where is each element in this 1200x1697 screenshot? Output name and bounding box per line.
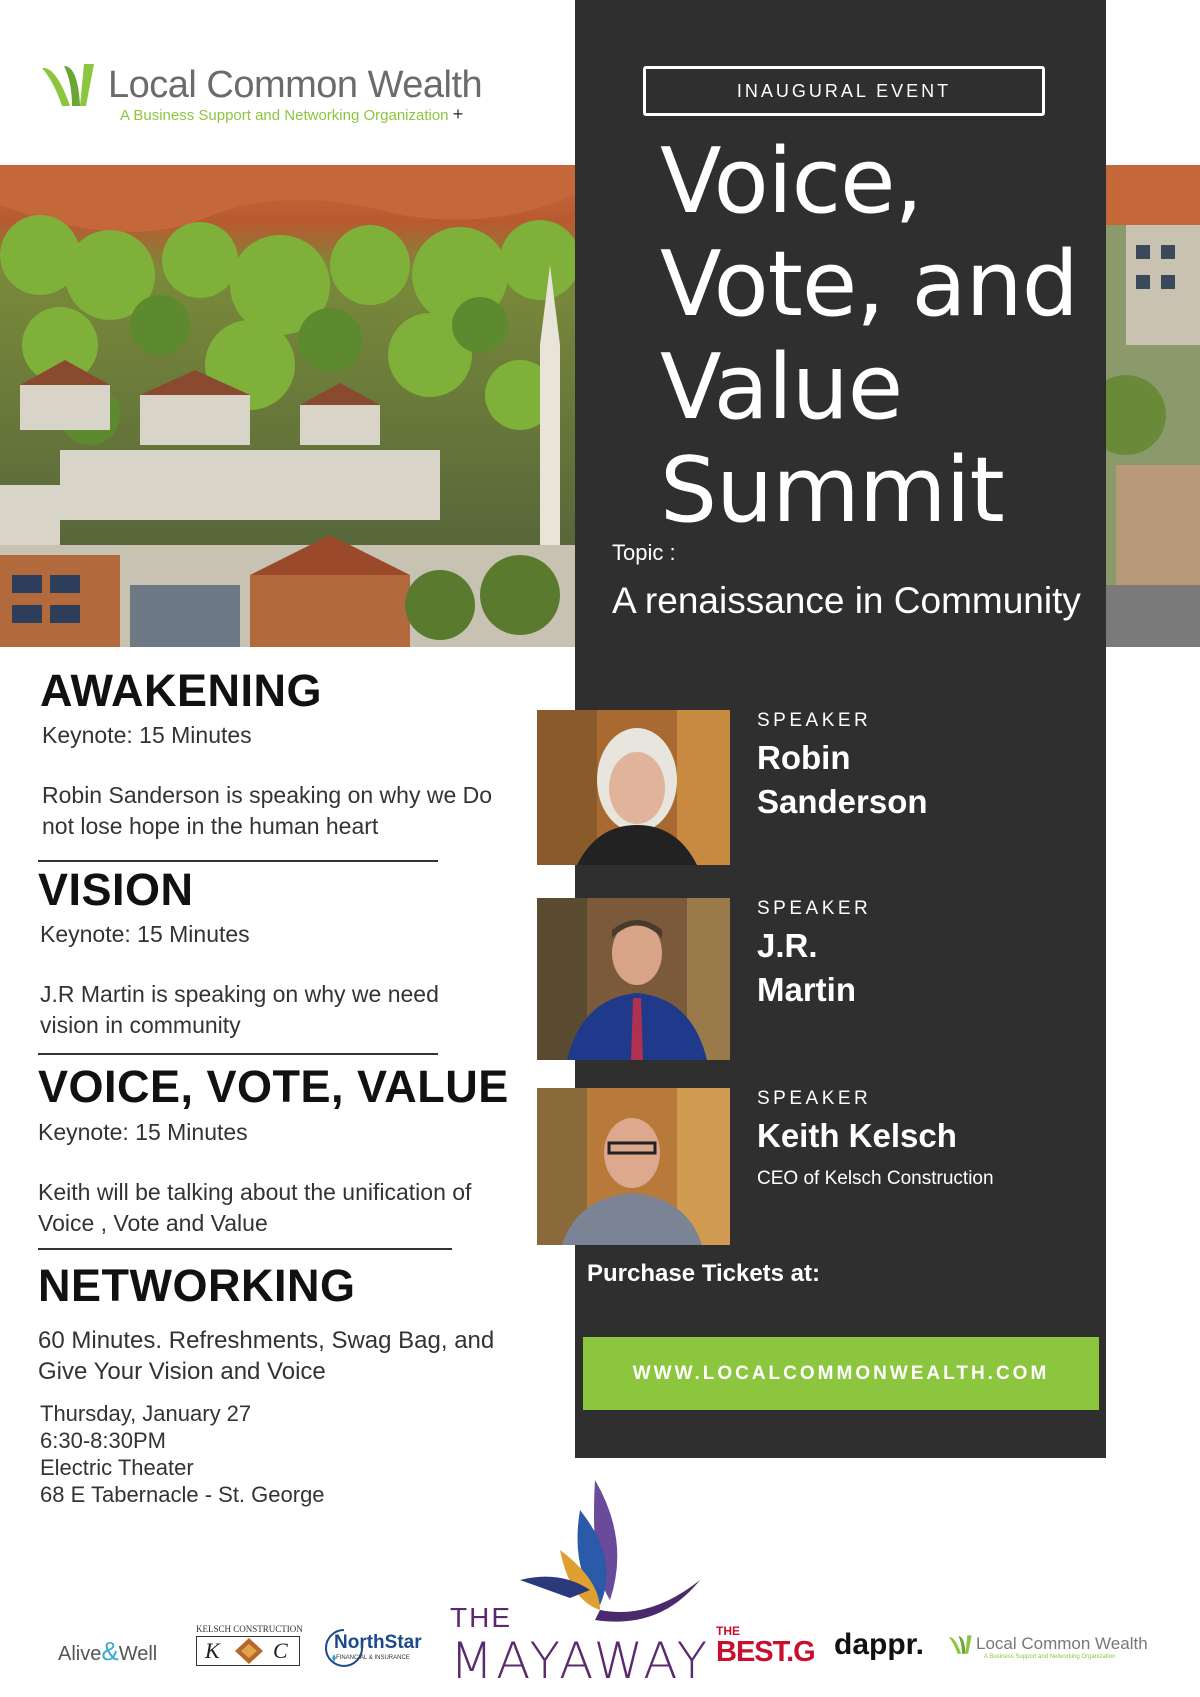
speaker-portrait [537,898,730,1060]
sponsor-kelsch: KELSCH CONSTRUCTION K C [196,1624,300,1664]
brand-logo [40,60,500,130]
speaker-kicker: SPEAKER [757,710,872,731]
event-address: 68 E Tabernacle - St. George [40,1482,325,1507]
logo-tagline: A Business Support and Networking Organization + [120,104,464,124]
agenda-heading: NETWORKING [38,1260,356,1311]
speaker-photo-jr [537,898,730,1060]
speaker-role: CEO of Kelsch Construction [757,1168,994,1189]
title-line: Summit [660,438,1004,543]
sponsor-dappr: dappr. [834,1628,925,1661]
lcw-sub: A Business Support and Networking Organization [984,1654,1116,1660]
agenda-heading: VOICE, VOTE, VALUE [38,1061,509,1112]
mayaway-bird-icon [500,1480,700,1630]
speaker-kicker: SPEAKER [757,898,872,919]
purchase-tickets-label: Purchase Tickets at: [587,1260,821,1287]
northstar-sub: FINANCIAL & INSURANCE [336,1655,410,1661]
speaker-portrait [537,1088,730,1245]
speaker-name: Keith Kelsch [757,1117,957,1154]
bestg-label: BEST.G [716,1636,815,1668]
agenda-heading: VISION [38,864,194,915]
kelsch-diamond-icon [235,1638,263,1664]
event-venue: Electric Theater [40,1455,194,1480]
agenda-keynote: Keynote: 15 Minutes [40,921,250,947]
topic-text: A renaissance in Community [612,580,1081,621]
agenda-description: Keith will be talking about the unification of Voice , Vote and Value [38,1179,472,1236]
agenda-heading: AWAKENING [40,665,323,716]
northstar-label: NorthStar [334,1632,422,1653]
speaker-name: Robin Sanderson [757,739,928,820]
topic-label: Topic : [612,540,676,565]
kelsch-label: KELSCH CONSTRUCTION [196,1624,303,1634]
agenda-description: J.R Martin is speaking on why we need vision in community [40,981,439,1038]
divider [38,860,438,862]
title-line: Voice, [660,129,923,234]
agenda-description: 60 Minutes. Refreshments, Swag Bag, and Give Your Vision and Voice [38,1327,495,1385]
tickets-url-button[interactable]: WWW.LOCALCOMMONWEALTH.COM [583,1337,1099,1410]
sponsor-mayaway: MAYAWAY [450,1632,711,1690]
event-details [40,1400,325,1508]
sponsor-alive-well: Alive&Well [58,1636,158,1666]
mayaway-the: THE [450,1602,512,1633]
sponsor-bestg [716,1625,815,1667]
title-line: Value [660,335,903,440]
city-photo-right [1106,165,1200,647]
event-title [660,130,1100,542]
speaker-photo-keith [537,1088,730,1245]
lcw-leaf-icon [948,1634,976,1656]
bestg-the: THE [716,1624,740,1638]
speaker-kicker: SPEAKER [757,1088,872,1109]
agenda-keynote: Keynote: 15 Minutes [38,1119,248,1145]
lcw-label: Local Common Wealth [976,1634,1148,1653]
divider [38,1053,438,1055]
event-time: 6:30-8:30PM [40,1428,166,1453]
speaker-photo-robin [537,710,730,865]
event-date: Thursday, January 27 [40,1401,252,1426]
speaker-name: J.R. Martin [757,927,856,1008]
city-skyline-photo [0,165,575,647]
divider [38,1248,452,1250]
title-line: Vote, and [660,232,1078,337]
leaf-logo-icon [40,62,104,110]
sponsor-local-common-wealth [948,1632,1168,1668]
agenda-keynote: Keynote: 15 Minutes [42,722,252,748]
agenda-description: Robin Sanderson is speaking on why we Do not lose hope in the human heart [42,782,493,839]
logo-name: Local Common Wealth [108,64,483,106]
speaker-portrait [537,710,730,865]
inaugural-event-badge: INAUGURAL EVENT [643,66,1045,116]
